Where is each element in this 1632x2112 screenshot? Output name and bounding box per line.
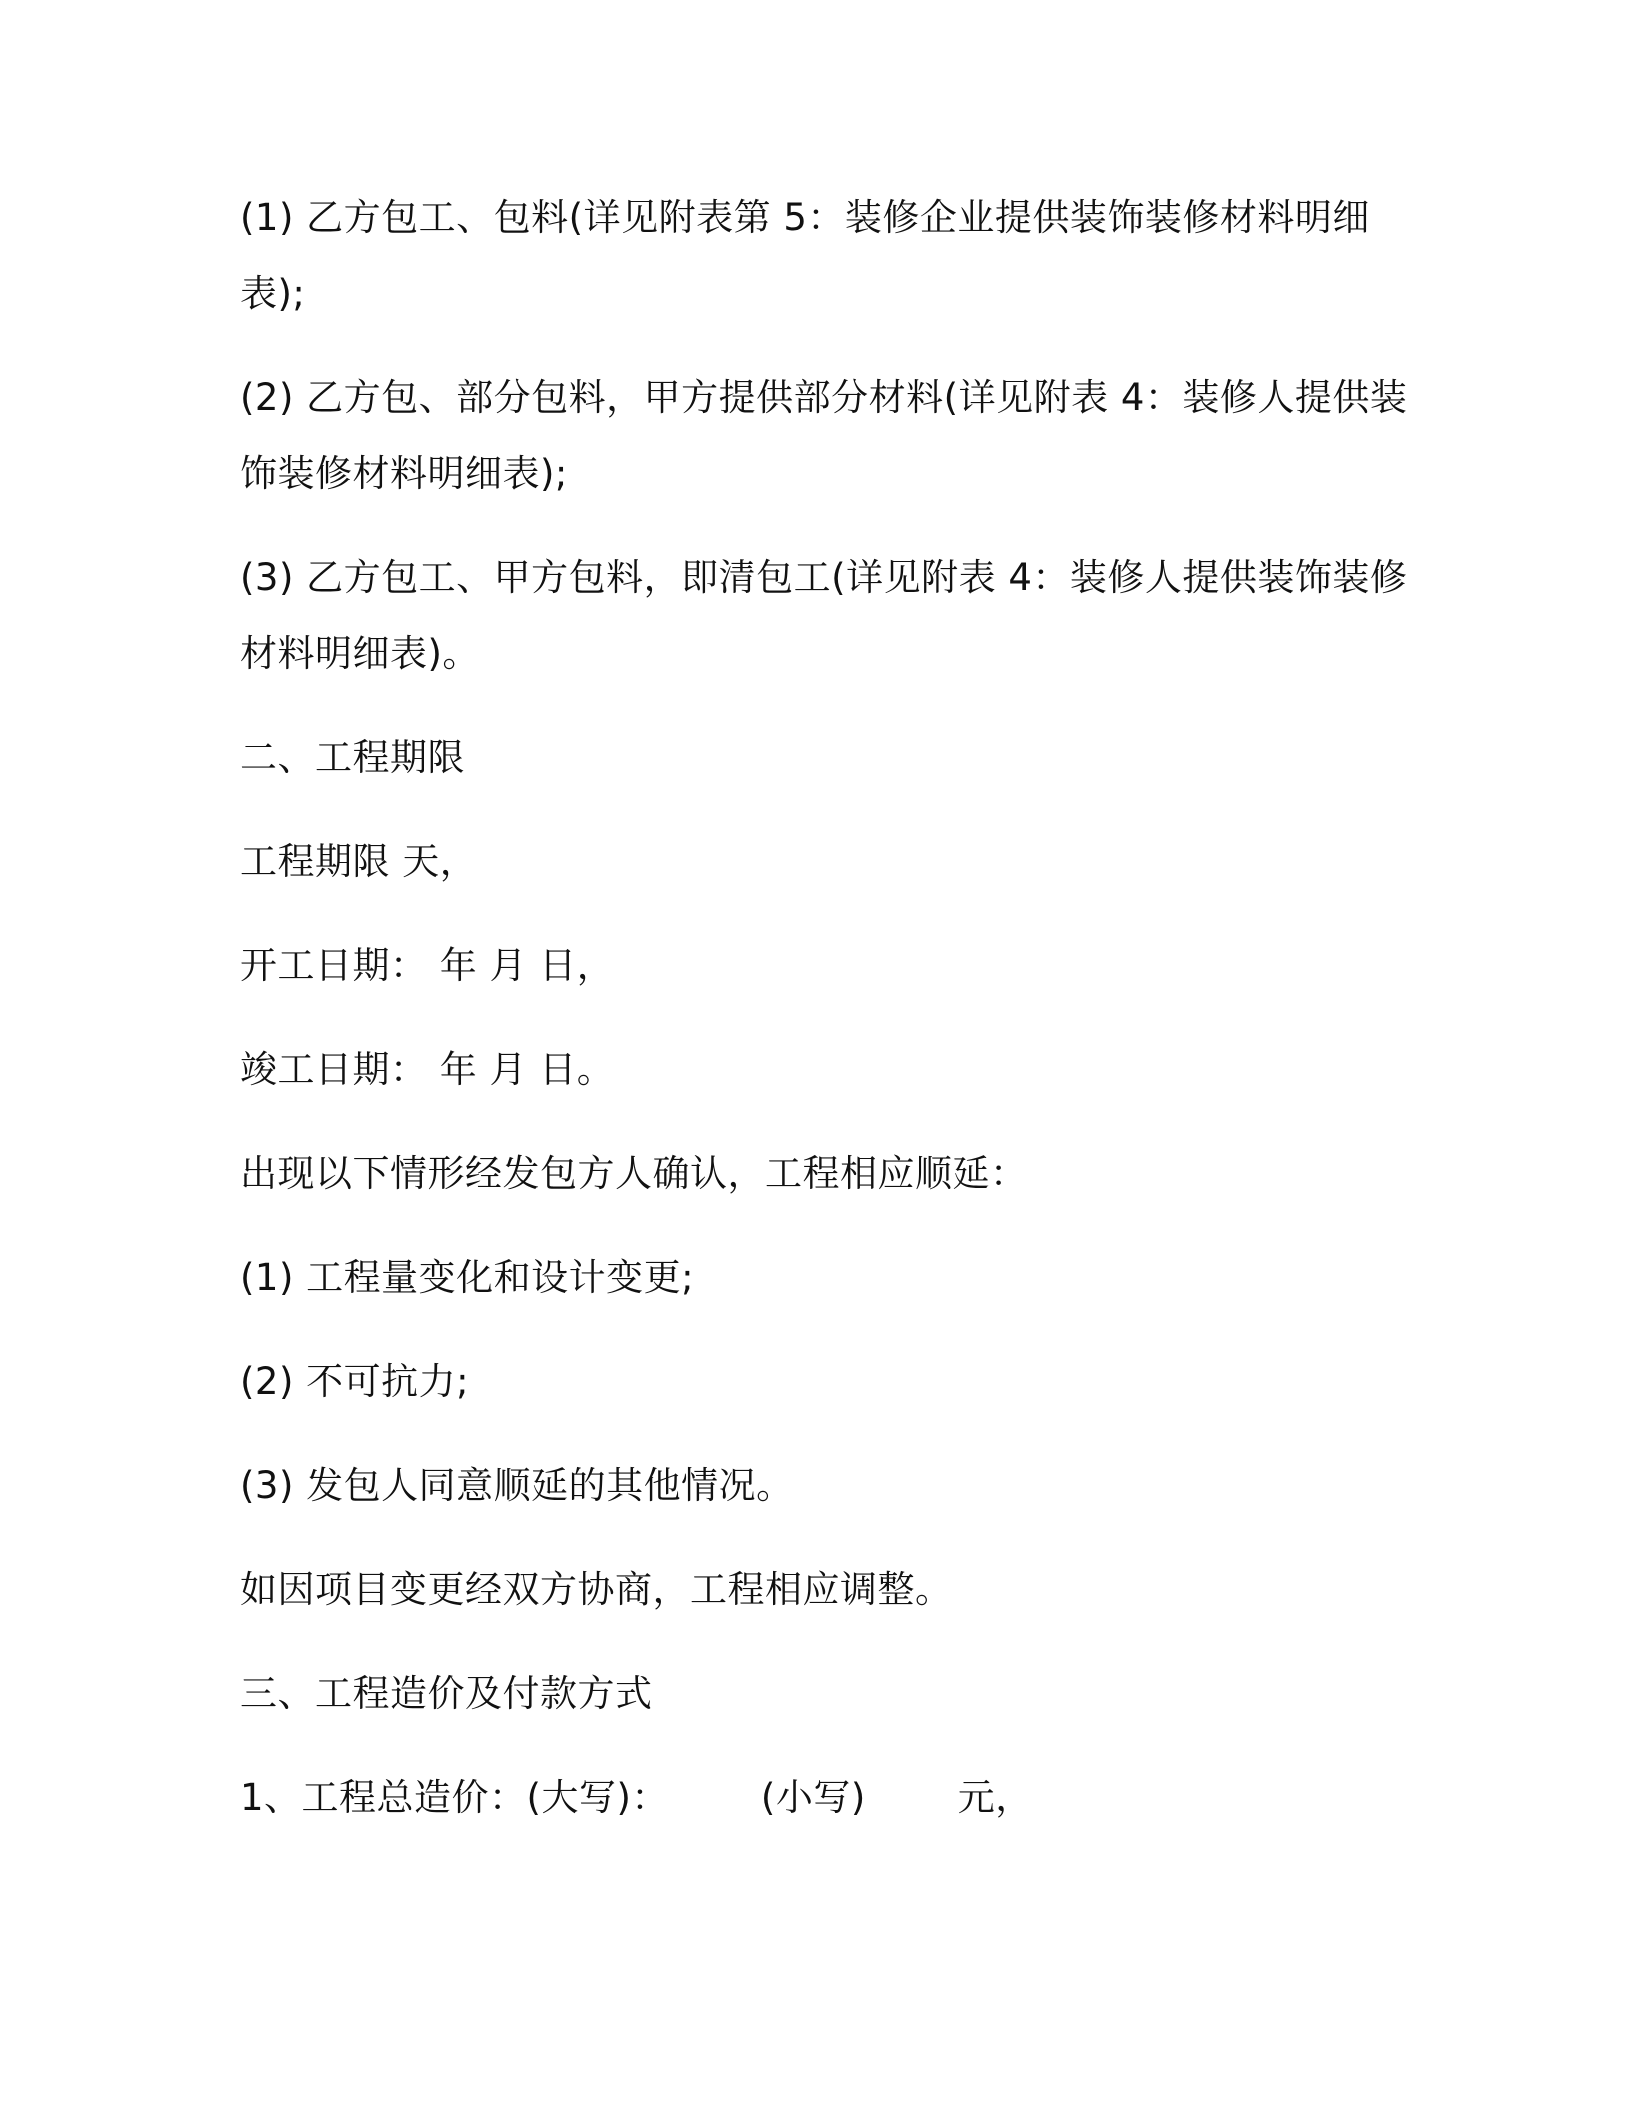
item-3-line-1: (3) 乙方包工、甲方包料，即清包工(详见附表 4：装修人提供装饰装修 (240, 556, 1408, 599)
item-2-line-1: (2) 乙方包、部分包料，甲方提供部分材料(详见附表 4：装修人提供装 (240, 376, 1408, 419)
total-cost-line (240, 1774, 1033, 1822)
item-2-line-2: 饰装修材料明细表); (240, 452, 568, 495)
section-2-heading: 二、工程期限 (240, 736, 465, 779)
section-3-heading: 三、工程造价及付款方式 (240, 1672, 653, 1715)
extension-intro: 出现以下情形经发包方人确认，工程相应顺延： (240, 1152, 1028, 1195)
item-1-line-2: 表); (240, 272, 306, 315)
total-cost-label: 1、工程总造价：(大写)： (240, 1776, 669, 1819)
total-cost-small-label: (小写) (760, 1776, 866, 1819)
adjustment-line: 如因项目变更经双方协商，工程相应调整。 (240, 1568, 953, 1611)
item-3-line-2: 材料明细表)。 (240, 632, 480, 675)
extension-item-2: (2) 不可抗力; (240, 1360, 470, 1403)
extension-item-1: (1) 工程量变化和设计变更; (240, 1256, 695, 1299)
start-date-line: 开工日期： 年 月 日， (240, 944, 615, 987)
total-cost-unit: 元， (957, 1776, 1033, 1819)
end-date-line: 竣工日期： 年 月 日。 (240, 1048, 615, 1091)
duration-line: 工程期限 天， (240, 840, 478, 883)
item-1-line-1: (1) 乙方包工、包料(详见附表第 5：装修企业提供装饰装修材料明细 (240, 196, 1370, 239)
extension-item-3: (3) 发包人同意顺延的其他情况。 (240, 1464, 794, 1507)
